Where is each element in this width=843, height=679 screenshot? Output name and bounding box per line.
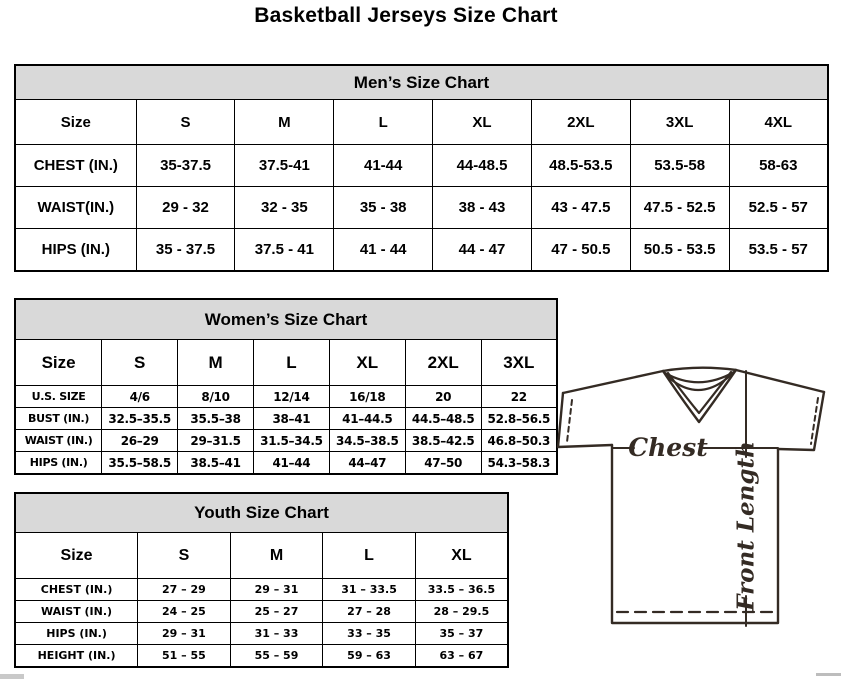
column-header-cell: Size: [15, 100, 136, 145]
row-label-cell: CHEST (IN.): [15, 579, 138, 601]
table-title: Youth Size Chart: [15, 493, 508, 533]
value-cell: 35 - 37.5: [136, 229, 235, 272]
table-row: [15, 623, 508, 645]
jersey-left-shoulder: [563, 371, 663, 393]
value-cell: 37.5-41: [235, 145, 334, 187]
value-cell: 38.5–42.5: [405, 430, 481, 452]
column-header-cell: L: [334, 100, 433, 145]
value-cell: 37.5 - 41: [235, 229, 334, 272]
youth-size-table: [14, 492, 509, 668]
column-header-cell: M: [235, 100, 334, 145]
value-cell: 33 – 35: [323, 623, 416, 645]
value-cell: 51 – 55: [138, 645, 231, 668]
column-header-cell: S: [138, 533, 231, 579]
table-row: [15, 229, 828, 272]
value-cell: 47 - 50.5: [531, 229, 630, 272]
value-cell: 12/14: [253, 386, 329, 408]
row-label-cell: CHEST (IN.): [15, 145, 136, 187]
value-cell: 38 - 43: [433, 187, 532, 229]
row-label-cell: WAIST(IN.): [15, 187, 136, 229]
chest-label: Chest: [628, 433, 708, 462]
table-row: [15, 386, 557, 408]
value-cell: 55 – 59: [230, 645, 323, 668]
value-cell: 35 – 37: [415, 623, 508, 645]
value-cell: 29–31.5: [178, 430, 254, 452]
column-header-cell: 2XL: [531, 100, 630, 145]
column-header-cell: XL: [433, 100, 532, 145]
table-row: [15, 187, 828, 229]
jersey-left-cuff-stitch: [567, 400, 572, 442]
value-cell: 29 - 32: [136, 187, 235, 229]
value-cell: 16/18: [329, 386, 405, 408]
value-cell: 31 – 33: [230, 623, 323, 645]
value-cell: 52.8–56.5: [481, 408, 557, 430]
column-header-cell: L: [323, 533, 416, 579]
value-cell: 44 - 47: [433, 229, 532, 272]
row-label-cell: HEIGHT (IN.): [15, 645, 138, 668]
value-cell: 63 – 67: [415, 645, 508, 668]
table-title-row: [15, 299, 557, 340]
value-cell: 24 – 25: [138, 601, 231, 623]
value-cell: 43 - 47.5: [531, 187, 630, 229]
value-cell: 31.5–34.5: [253, 430, 329, 452]
jersey-collar-top: [663, 368, 736, 371]
value-cell: 44.5–48.5: [405, 408, 481, 430]
value-cell: 46.8–50.3: [481, 430, 557, 452]
value-cell: 35 - 38: [334, 187, 433, 229]
table-title: Women’s Size Chart: [15, 299, 557, 340]
value-cell: 54.3–58.3: [481, 452, 557, 475]
column-header-cell: XL: [329, 340, 405, 386]
value-cell: 26–29: [102, 430, 178, 452]
value-cell: 44-48.5: [433, 145, 532, 187]
value-cell: 47–50: [405, 452, 481, 475]
table-title-row: [15, 493, 508, 533]
column-header-cell: M: [230, 533, 323, 579]
table-title: Men’s Size Chart: [15, 65, 828, 100]
table-row: [15, 145, 828, 187]
value-cell: 32 - 35: [235, 187, 334, 229]
value-cell: 41-44: [334, 145, 433, 187]
value-cell: 38.5–41: [178, 452, 254, 475]
row-label-cell: HIPS (IN.): [15, 452, 102, 475]
value-cell: 35.5–58.5: [102, 452, 178, 475]
value-cell: 53.5-58: [630, 145, 729, 187]
value-cell: 38–41: [253, 408, 329, 430]
value-cell: 20: [405, 386, 481, 408]
jersey-right-shoulder: [736, 370, 824, 392]
column-header-cell: S: [136, 100, 235, 145]
value-cell: 50.5 - 53.5: [630, 229, 729, 272]
value-cell: 34.5–38.5: [329, 430, 405, 452]
table-header-row: [15, 100, 828, 145]
table-header-row: [15, 340, 557, 386]
value-cell: 22: [481, 386, 557, 408]
value-cell: 31 – 33.5: [323, 579, 416, 601]
column-header-cell: M: [178, 340, 254, 386]
column-header-cell: XL: [415, 533, 508, 579]
value-cell: 4/6: [102, 386, 178, 408]
table-row: [15, 645, 508, 668]
jersey-left-sleeve: [558, 393, 612, 447]
page-title: Basketball Jerseys Size Chart: [254, 4, 558, 27]
value-cell: 53.5 - 57: [729, 229, 828, 272]
row-label-cell: WAIST (IN.): [15, 601, 138, 623]
table-row: [15, 408, 557, 430]
table-row: [15, 452, 557, 475]
value-cell: 35.5–38: [178, 408, 254, 430]
column-header-cell: Size: [15, 340, 102, 386]
row-label-cell: U.S. SIZE: [15, 386, 102, 408]
value-cell: 52.5 - 57: [729, 187, 828, 229]
column-header-cell: 4XL: [729, 100, 828, 145]
scrollbar-fragment-left: [0, 674, 24, 679]
row-label-cell: WAIST (IN.): [15, 430, 102, 452]
column-header-cell: Size: [15, 533, 138, 579]
row-label-cell: HIPS (IN.): [15, 623, 138, 645]
value-cell: 27 – 28: [323, 601, 416, 623]
column-header-cell: S: [102, 340, 178, 386]
value-cell: 48.5-53.5: [531, 145, 630, 187]
table-header-row: [15, 533, 508, 579]
value-cell: 8/10: [178, 386, 254, 408]
row-label-cell: BUST (IN.): [15, 408, 102, 430]
mens-size-table: [14, 64, 829, 272]
value-cell: 32.5–35.5: [102, 408, 178, 430]
column-header-cell: 3XL: [481, 340, 557, 386]
column-header-cell: L: [253, 340, 329, 386]
value-cell: 59 – 63: [323, 645, 416, 668]
womens-size-table: [14, 298, 558, 475]
value-cell: 29 – 31: [230, 579, 323, 601]
value-cell: 41–44.5: [329, 408, 405, 430]
value-cell: 25 – 27: [230, 601, 323, 623]
value-cell: 44–47: [329, 452, 405, 475]
jersey-measurement-diagram: [555, 360, 841, 665]
column-header-cell: 3XL: [630, 100, 729, 145]
row-label-cell: HIPS (IN.): [15, 229, 136, 272]
value-cell: 29 – 31: [138, 623, 231, 645]
value-cell: 41–44: [253, 452, 329, 475]
table-row: [15, 430, 557, 452]
table-row: [15, 601, 508, 623]
value-cell: 33.5 – 36.5: [415, 579, 508, 601]
table-title-row: [15, 65, 828, 100]
value-cell: 35-37.5: [136, 145, 235, 187]
column-header-cell: 2XL: [405, 340, 481, 386]
value-cell: 27 – 29: [138, 579, 231, 601]
value-cell: 41 - 44: [334, 229, 433, 272]
value-cell: 28 – 29.5: [415, 601, 508, 623]
front-length-label: Front Length: [732, 441, 760, 611]
scrollbar-fragment-right: [816, 673, 841, 676]
table-row: [15, 579, 508, 601]
value-cell: 58-63: [729, 145, 828, 187]
value-cell: 47.5 - 52.5: [630, 187, 729, 229]
